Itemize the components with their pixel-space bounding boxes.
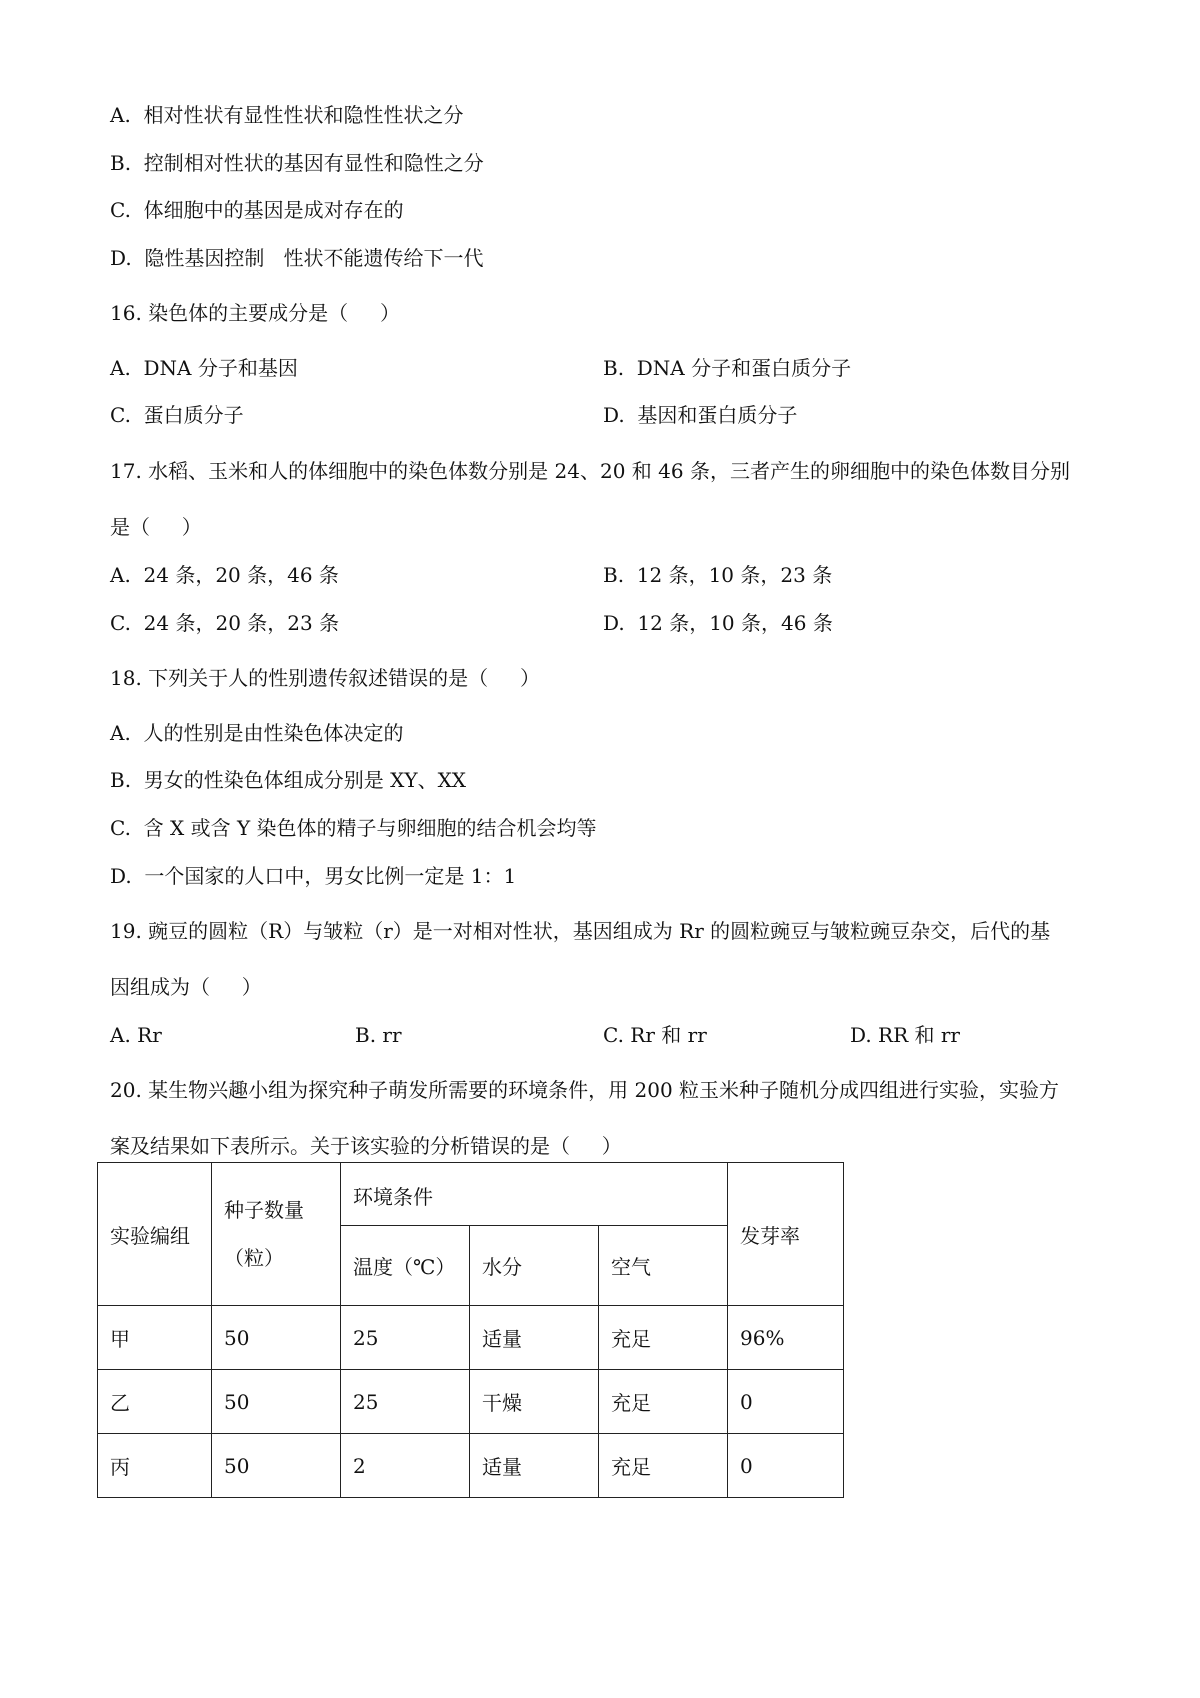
q17-option-a: A. 24 条，20 条，46 条 — [110, 563, 339, 587]
q15-option-c: C. 体细胞中的基因是成对存在的 — [110, 198, 404, 222]
experiment-table — [97, 1162, 844, 1498]
q15-option-d: D. 隐性基因控制 性状不能遗传给下一代 — [110, 246, 484, 270]
cell: 充足 — [599, 1434, 728, 1498]
cell: 50 — [212, 1370, 341, 1434]
table-row — [98, 1434, 844, 1498]
q19-option-b: B. rr — [355, 1023, 402, 1047]
header-environment: 环境条件 — [341, 1163, 728, 1226]
header-seed-count-line2: （粒） — [224, 1246, 284, 1270]
q16-option-d: D. 基因和蛋白质分子 — [603, 403, 798, 427]
table-row — [98, 1370, 844, 1434]
cell: 25 — [341, 1370, 470, 1434]
q18-option-d: D. 一个国家的人口中，男女比例一定是 1：1 — [110, 864, 517, 888]
cell: 2 — [341, 1434, 470, 1498]
q15-option-a: A. 相对性状有显性性状和隐性性状之分 — [110, 103, 464, 127]
q16-option-b: B. DNA 分子和蛋白质分子 — [603, 356, 852, 380]
cell: 丙 — [98, 1434, 212, 1498]
header-germination-rate: 发芽率 — [728, 1163, 844, 1306]
cell: 乙 — [98, 1370, 212, 1434]
cell: 50 — [212, 1306, 341, 1370]
q19-option-d: D. RR 和 rr — [850, 1023, 960, 1047]
q18-stem: 18. 下列关于人的性别遗传叙述错误的是（ ） — [110, 666, 540, 690]
q18-option-b: B. 男女的性染色体组成分别是 XY、XX — [110, 768, 467, 792]
cell: 25 — [341, 1306, 470, 1370]
q19-option-a: A. Rr — [110, 1023, 162, 1047]
q15-option-b: B. 控制相对性状的基因有显性和隐性之分 — [110, 151, 484, 175]
header-temperature: 温度（℃） — [341, 1226, 470, 1306]
cell: 0 — [728, 1434, 844, 1498]
q16-option-c: C. 蛋白质分子 — [110, 403, 244, 427]
q16-stem: 16. 染色体的主要成分是（ ） — [110, 301, 400, 325]
cell: 50 — [212, 1434, 341, 1498]
q20-stem-cont: 案及结果如下表所示。关于该实验的分析错误的是（ ） — [110, 1134, 622, 1158]
q18-option-c: C. 含 X 或含 Y 染色体的精子与卵细胞的结合机会均等 — [110, 816, 597, 840]
cell: 充足 — [599, 1306, 728, 1370]
q16-option-a: A. DNA 分子和基因 — [110, 356, 298, 380]
cell: 适量 — [470, 1434, 599, 1498]
cell: 96% — [728, 1306, 844, 1370]
cell: 甲 — [98, 1306, 212, 1370]
cell: 适量 — [470, 1306, 599, 1370]
table-row — [98, 1306, 844, 1370]
q19-option-c: C. Rr 和 rr — [603, 1023, 707, 1047]
q19-stem-cont: 因组成为（ ） — [110, 975, 262, 999]
q18-option-a: A. 人的性别是由性染色体决定的 — [110, 721, 404, 745]
q19-stem: 19. 豌豆的圆粒（R）与皱粒（r）是一对相对性状，基因组成为 Rr 的圆粒豌豆与皱粒豌豆杂交，后代的基 — [110, 919, 1051, 943]
q17-stem: 17. 水稻、玉米和人的体细胞中的染色体数分别是 24、20 和 46 条，三者产生的卵细胞中的染色体数目分别 — [110, 459, 1070, 483]
q17-option-c: C. 24 条，20 条，23 条 — [110, 611, 340, 635]
cell: 干燥 — [470, 1370, 599, 1434]
q20-stem: 20. 某生物兴趣小组为探究种子萌发所需要的环境条件，用 200 粒玉米种子随机分成四组进行实验，实验方 — [110, 1078, 1060, 1102]
q17-option-b: B. 12 条，10 条，23 条 — [603, 563, 833, 587]
header-group: 实验编组 — [98, 1163, 212, 1306]
q17-stem-cont: 是（ ） — [110, 515, 202, 539]
header-seed-count — [212, 1163, 341, 1306]
cell: 0 — [728, 1370, 844, 1434]
cell: 充足 — [599, 1370, 728, 1434]
header-water: 水分 — [470, 1226, 599, 1306]
header-air: 空气 — [599, 1226, 728, 1306]
q17-option-d: D. 12 条，10 条，46 条 — [603, 611, 833, 635]
header-seed-count-line1: 种子数量 — [224, 1198, 304, 1222]
